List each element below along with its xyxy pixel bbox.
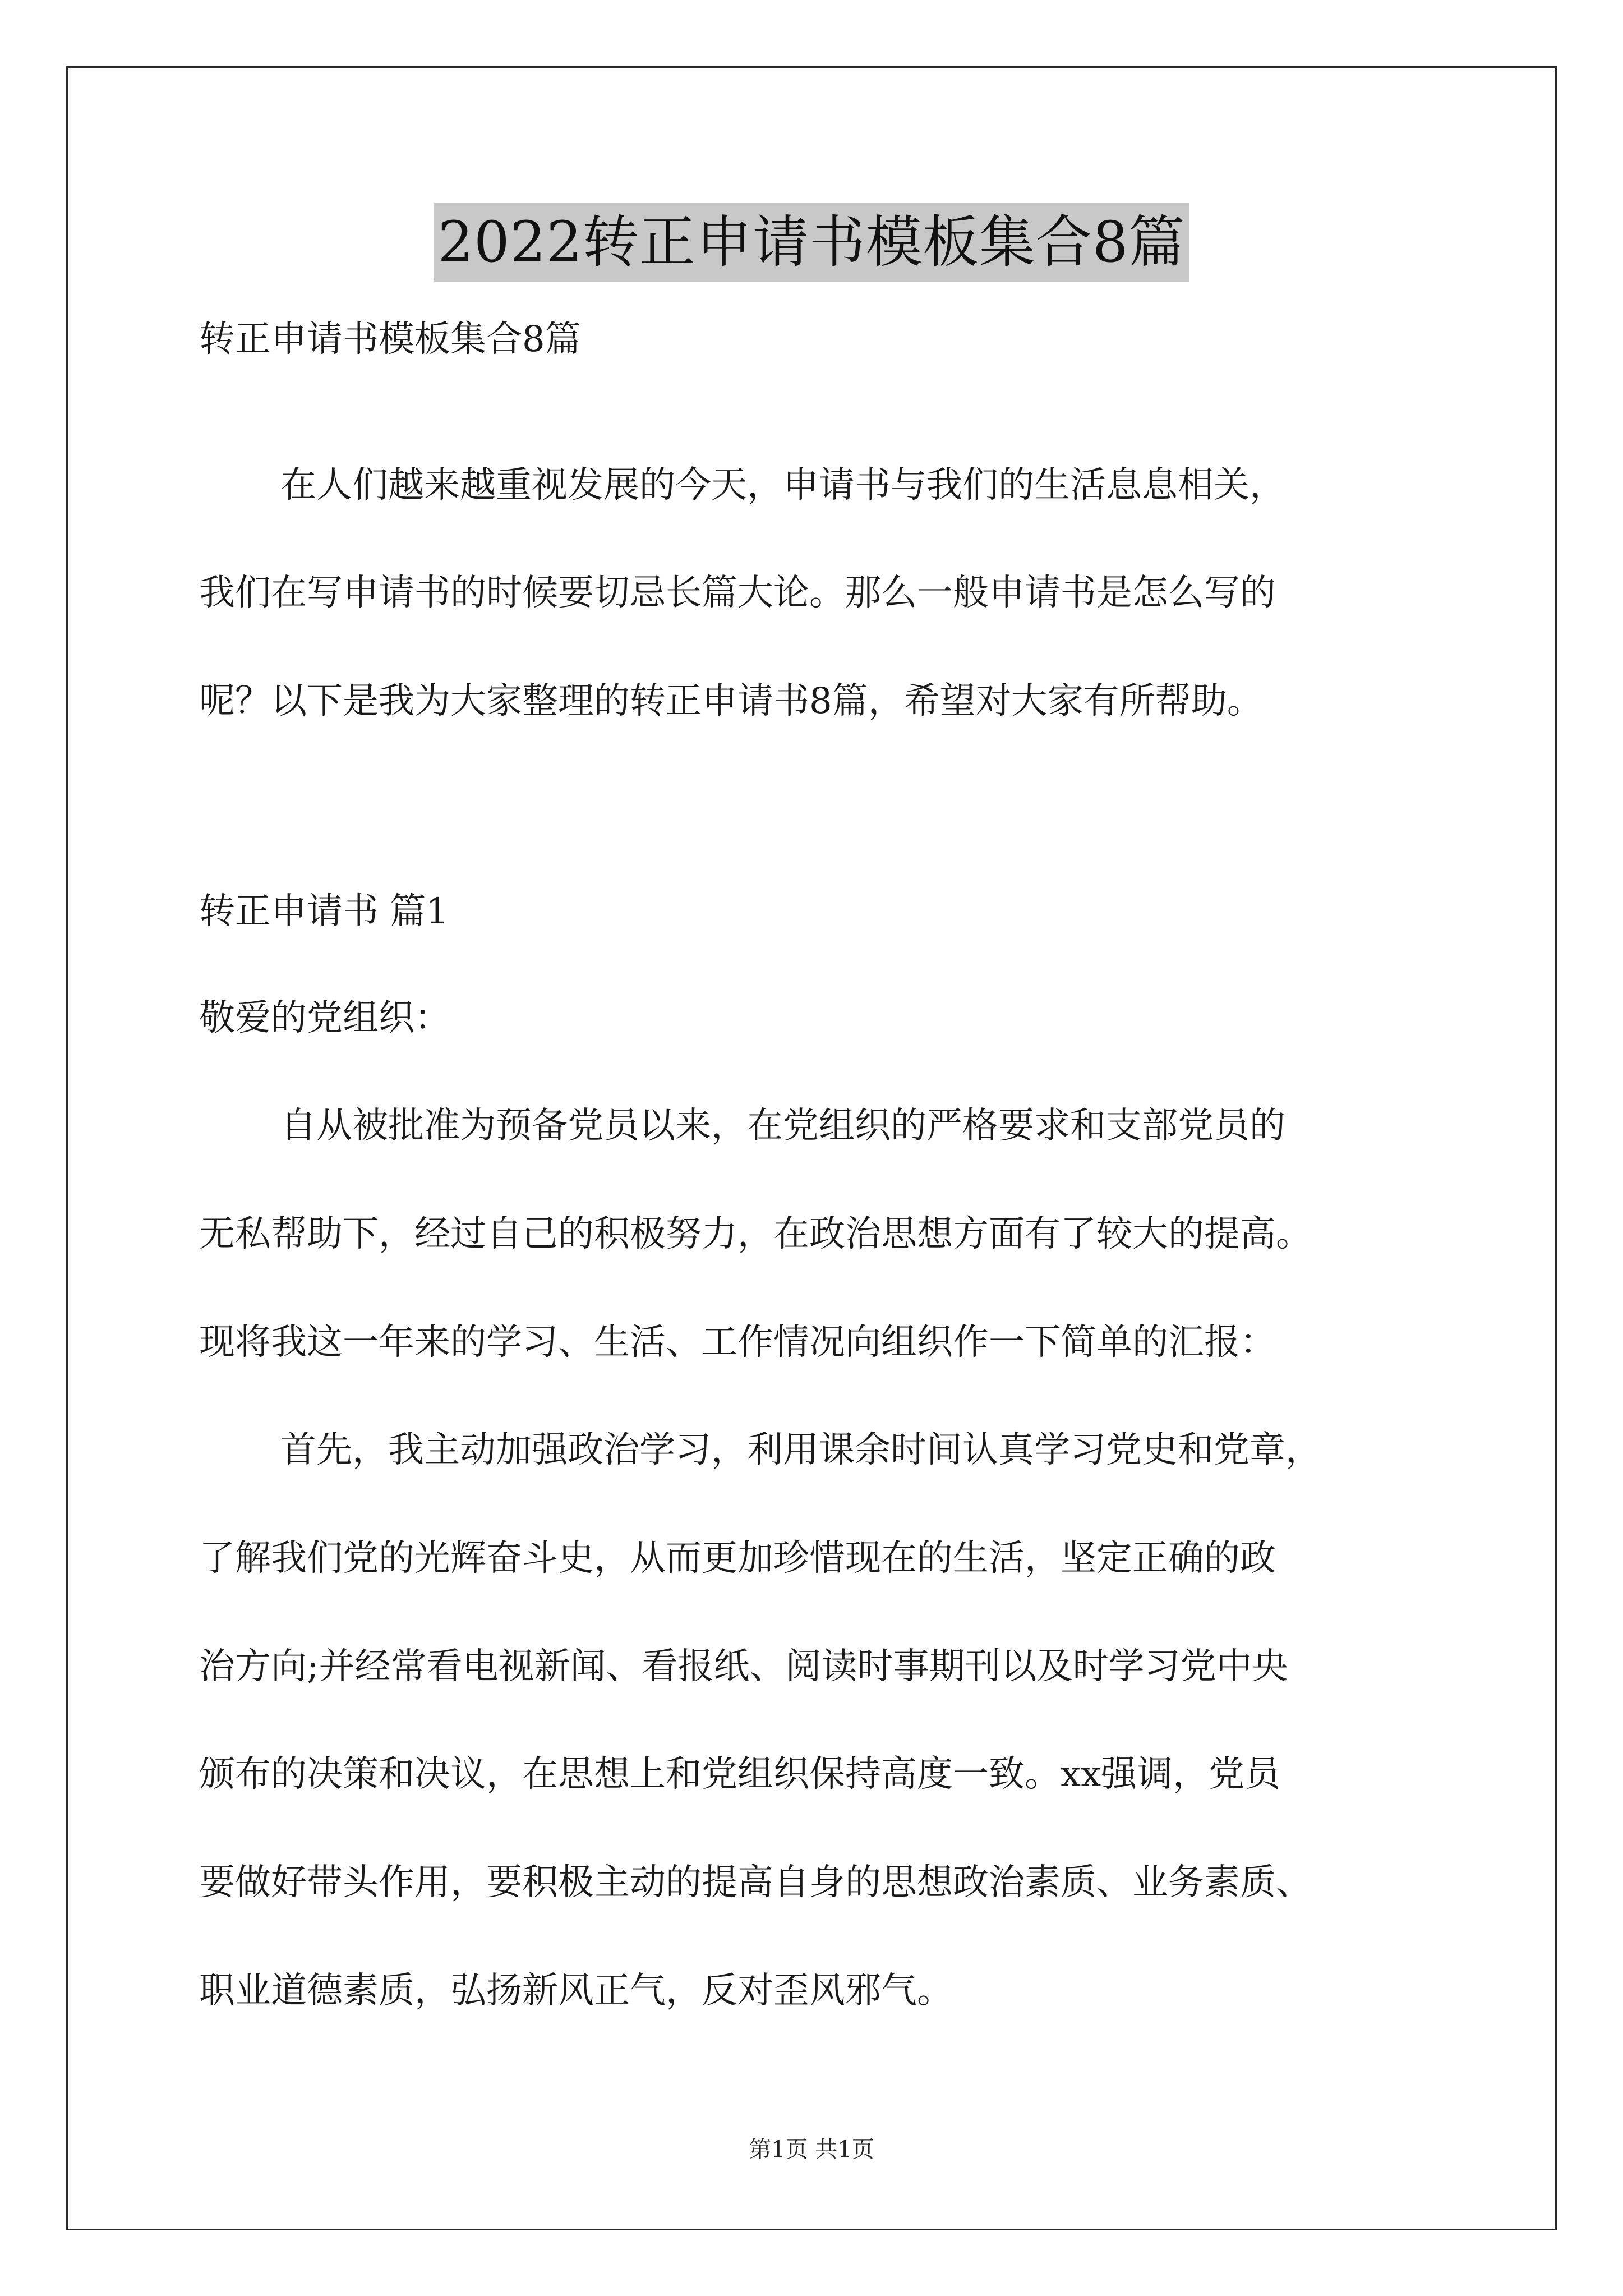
page-footer: 第1页 共1页: [749, 2137, 874, 2162]
document-subtitle: 转正申请书模板集合8篇: [199, 319, 581, 360]
title-wrap: [0, 203, 1623, 282]
section-heading: 转正申请书 篇1: [199, 891, 449, 932]
paragraph-line: 颁布的决策和决议，在思想上和党组织保持高度一致。xx强调，党员: [199, 1754, 1281, 1795]
paragraph-line: 自从被批准为预备党员以来，在党组织的严格要求和支部党员的: [280, 1105, 1285, 1147]
intro-line: 我们在写申请书的时候要切忌长篇大论。那么一般申请书是怎么写的: [199, 572, 1276, 614]
intro-line: 在人们越来越重视发展的今天，申请书与我们的生活息息相关，: [280, 464, 1285, 506]
salutation: 敬爱的党组织：: [199, 997, 450, 1039]
paragraph-line: 首先，我主动加强政治学习，利用课余时间认真学习党史和党章，: [280, 1429, 1321, 1471]
paragraph-line: 职业道德素质，弘扬新风正气，反对歪风邪气。: [199, 1970, 953, 2012]
paragraph-line: 治方向;并经常看电视新闻、看报纸、阅读时事期刊以及时学习党中央: [199, 1646, 1288, 1687]
intro-line: 呢？以下是我为大家整理的转正申请书8篇，希望对大家有所帮助。: [199, 680, 1263, 722]
paragraph-line: 了解我们党的光辉奋斗史，从而更加珍惜现在的生活，坚定正确的政: [199, 1538, 1276, 1579]
paragraph-line: 无私帮助下，经过自己的积极努力，在政治思想方面有了较大的提高。: [199, 1213, 1312, 1255]
paragraph-line: 要做好带头作用，要积极主动的提高自身的思想政治素质、业务素质、: [199, 1862, 1312, 1903]
paragraph-line: 现将我这一年来的学习、生活、工作情况向组织作一下简单的汇报：: [199, 1322, 1276, 1363]
document-title: 2022转正申请书模板集合8篇: [434, 203, 1188, 282]
